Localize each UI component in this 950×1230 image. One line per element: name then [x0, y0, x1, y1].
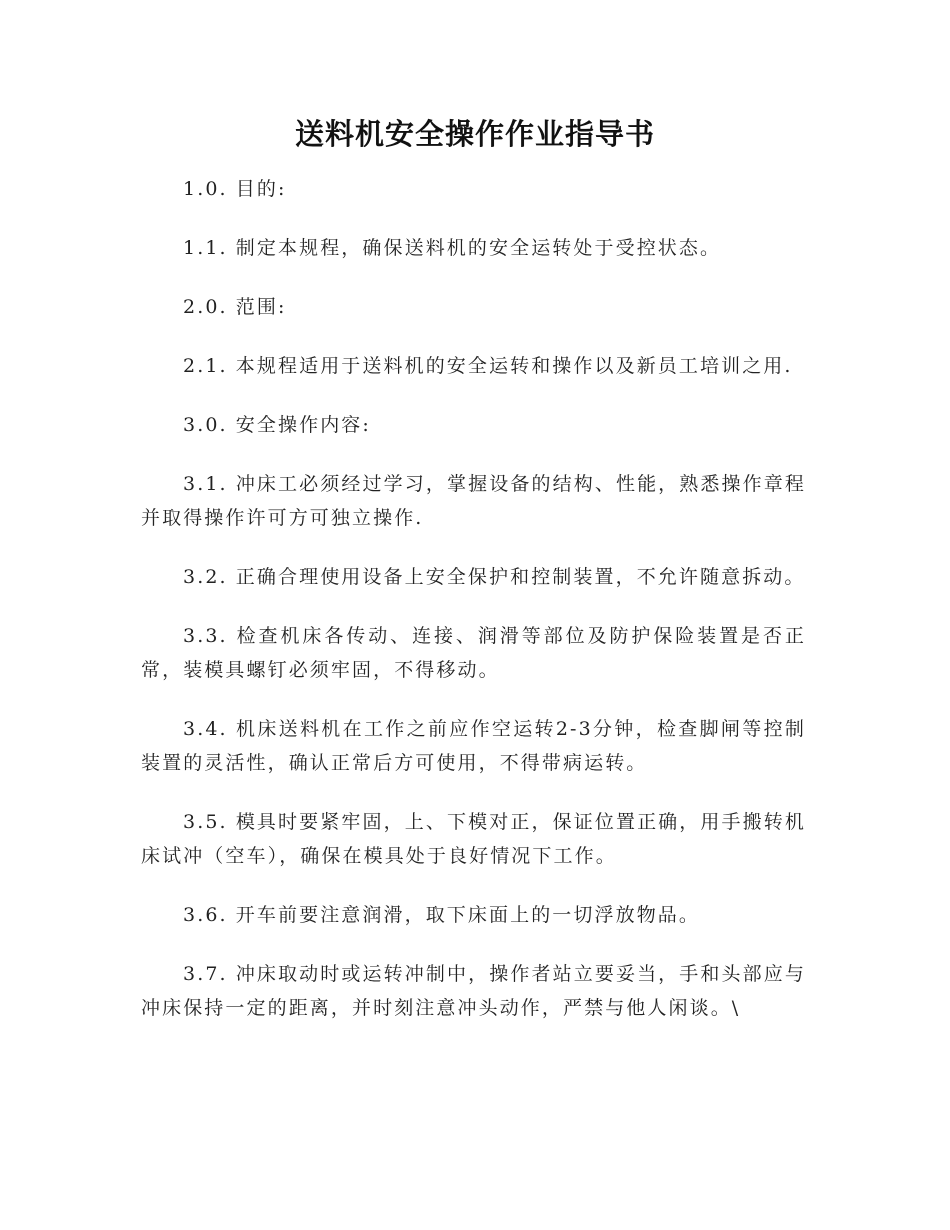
paragraph-3-3: 3.3. 检查机床各传动、连接、润滑等部位及防护保险装置是否正常，装模具螺钉必须牢固，不得移动。 [141, 625, 806, 681]
section-heading-safety: 3.0. 安全操作内容: [183, 414, 371, 436]
section-heading-purpose: 1.0. 目的: [183, 178, 287, 200]
paragraph-3-2: 3.2. 正确合理使用设备上安全保护和控制装置，不允许随意拆动。 [183, 566, 806, 588]
paragraph-3-5: 3.5. 模具时要紧牢固，上、下模对正，保证位置正确，用手搬转机床试冲（空车），确保在模具处于良好情况下工作。 [141, 811, 806, 867]
section-heading-scope: 2.0. 范围: [183, 296, 287, 318]
paragraph-3-7: 3.7. 冲床取动时或运转冲制中，操作者站立要妥当，手和头部应与冲床保持一定的距离，并时刻注意冲头动作，严禁与他人闲谈。\ [141, 963, 806, 1019]
document-title: 送料机安全操作作业指导书 [294, 117, 655, 151]
paragraph-3-1: 3.1. 冲床工必须经过学习，掌握设备的结构、性能，熟悉操作章程并取得操作许可方可独立操作. [141, 473, 806, 529]
paragraph-2-1: 2.1. 本规程适用于送料机的安全运转和操作以及新员工培训之用. [183, 355, 793, 377]
paragraph-3-4: 3.4. 机床送料机在工作之前应作空运转2-3分钟，检查脚闸等控制装置的灵活性，确认正常后方可使用，不得带病运转。 [141, 718, 806, 774]
document-body [141, 172, 806, 1050]
paragraph-3-6: 3.6. 开车前要注意润滑，取下床面上的一切浮放物品。 [183, 904, 700, 926]
paragraph-1-1: 1.1. 制定本规程，确保送料机的安全运转处于受控状态。 [183, 237, 722, 259]
